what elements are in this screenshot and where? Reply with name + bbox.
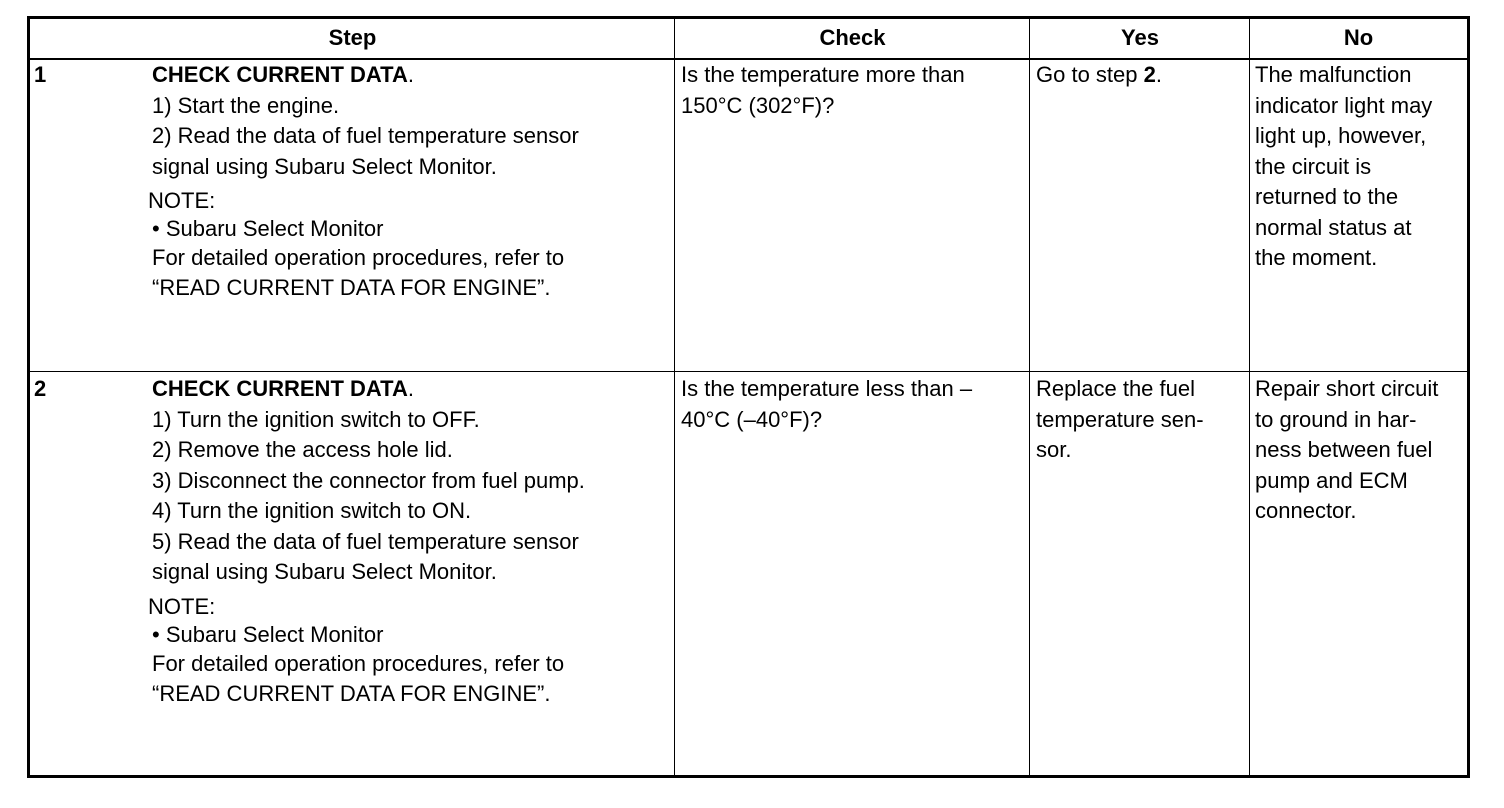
no-line: light up, however, xyxy=(1255,123,1427,148)
yes-prefix: Go to step xyxy=(1036,62,1144,87)
no-line: pump and ECM xyxy=(1255,467,1408,493)
no-line: connector. xyxy=(1255,498,1357,523)
step-title: CHECK CURRENT DATA xyxy=(152,62,408,87)
procedure-line: 5) Read the data of fuel temperature sensor xyxy=(152,528,579,554)
no-line: The malfunction xyxy=(1255,62,1412,87)
no-line: the moment. xyxy=(1255,245,1378,270)
no-line: to ground in har- xyxy=(1255,406,1417,432)
no-action xyxy=(1255,374,1438,527)
no-line: returned to the xyxy=(1255,184,1399,209)
yes-action xyxy=(1036,374,1204,466)
procedure-line: 4) Turn the ignition switch to ON. xyxy=(152,498,472,523)
note-bullet: • Subaru Select Monitor xyxy=(152,216,384,241)
step-description xyxy=(148,60,579,303)
yes-line: temperature sen- xyxy=(1036,406,1204,432)
column-divider-yes xyxy=(1029,19,1030,775)
header-yes: Yes xyxy=(1030,19,1250,60)
note-label: NOTE: xyxy=(148,593,216,619)
check-line: 40°C (–40°F)? xyxy=(681,406,823,432)
header-check: Check xyxy=(675,19,1030,60)
check-question xyxy=(681,374,972,435)
step-description xyxy=(148,374,585,709)
no-line: ness between fuel xyxy=(1255,437,1433,462)
note-label: NOTE: xyxy=(148,188,216,213)
check-line: Is the temperature less than – xyxy=(681,376,973,401)
note-line: For detailed operation procedures, refer to xyxy=(152,650,565,676)
row-divider xyxy=(30,371,1467,372)
note-line: “READ CURRENT DATA FOR ENGINE”. xyxy=(152,275,551,300)
note-line: “READ CURRENT DATA FOR ENGINE”. xyxy=(152,680,551,706)
procedure-line: 3) Disconnect the connector from fuel pump. xyxy=(152,467,585,493)
note-bullet: • Subaru Select Monitor xyxy=(152,621,384,647)
yes-suffix: . xyxy=(1155,62,1162,87)
check-line: Is the temperature more than xyxy=(681,62,965,87)
check-question xyxy=(681,60,965,121)
column-divider-no xyxy=(1249,19,1250,775)
header-no: No xyxy=(1250,19,1467,60)
no-action xyxy=(1255,60,1432,274)
procedure-line: 2) Remove the access hole lid. xyxy=(152,437,453,462)
header-step: Step xyxy=(30,19,675,60)
step-title-suffix: . xyxy=(407,376,414,401)
step-title: CHECK CURRENT DATA xyxy=(152,376,408,401)
step-number: 2 xyxy=(34,376,47,401)
no-line: Repair short circuit xyxy=(1255,376,1439,401)
procedure-line: signal using Subaru Select Monitor. xyxy=(152,559,497,584)
procedure-line: 1) Turn the ignition switch to OFF. xyxy=(152,406,480,432)
yes-step-link: 2 xyxy=(1143,62,1156,87)
column-divider-check xyxy=(674,19,675,775)
check-line: 150°C (302°F)? xyxy=(681,92,835,118)
diagnostic-table xyxy=(27,16,1470,778)
step-title-suffix: . xyxy=(407,62,414,87)
no-line: the circuit is xyxy=(1255,153,1372,179)
no-line: indicator light may xyxy=(1255,92,1433,118)
yes-action xyxy=(1036,60,1162,91)
procedure-line: signal using Subaru Select Monitor. xyxy=(152,153,497,179)
step-number: 1 xyxy=(34,62,47,87)
yes-line: Replace the fuel xyxy=(1036,376,1195,401)
procedure-line: 2) Read the data of fuel temperature sensor xyxy=(152,123,579,148)
yes-line: sor. xyxy=(1036,437,1072,462)
note-line: For detailed operation procedures, refer to xyxy=(152,245,565,270)
procedure-line: 1) Start the engine. xyxy=(152,92,340,118)
no-line: normal status at xyxy=(1255,214,1412,240)
